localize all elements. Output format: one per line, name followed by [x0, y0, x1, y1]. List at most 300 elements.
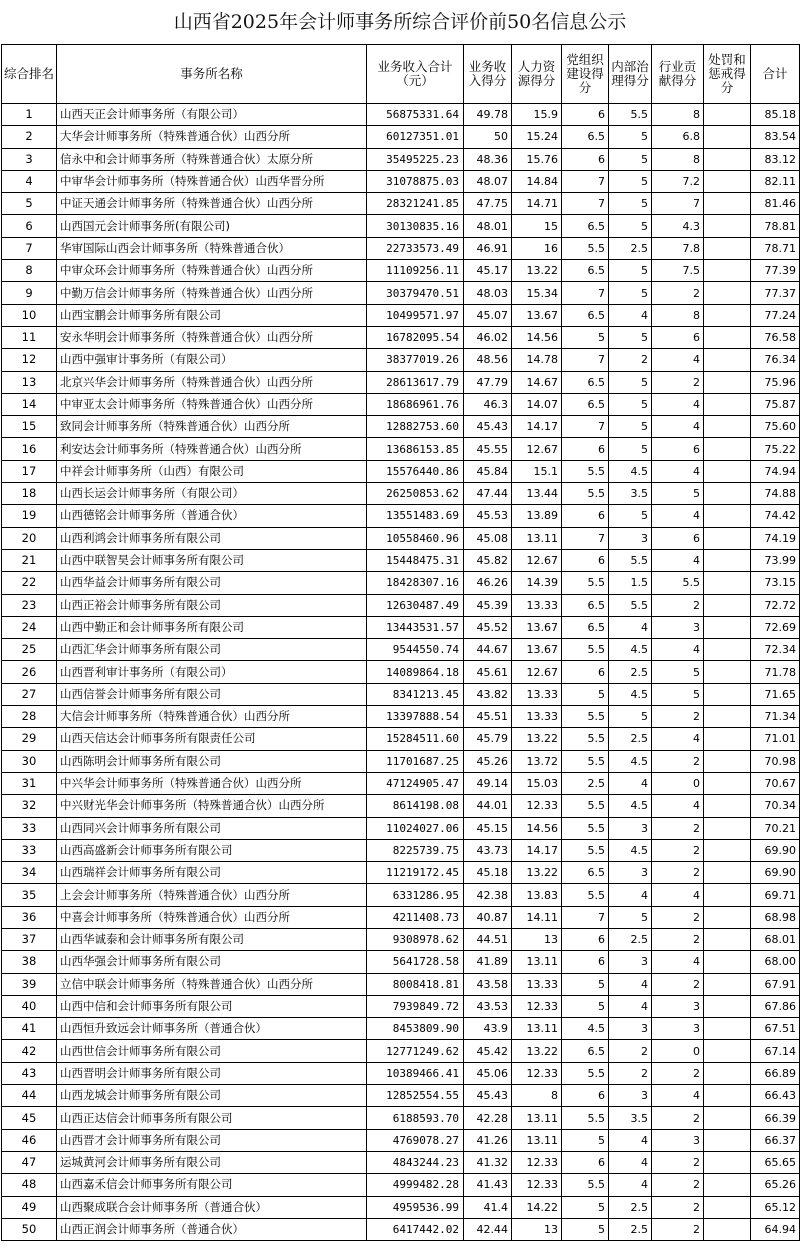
governance-score-cell: 3 — [609, 1085, 652, 1107]
total-cell: 83.12 — [751, 148, 800, 170]
revenue-score-cell: 49.14 — [464, 772, 512, 794]
revenue-score-cell: 41.43 — [464, 1174, 512, 1196]
name-cell: 山西同兴会计师事务所有限公司 — [57, 817, 367, 839]
rank-cell: 35 — [2, 884, 57, 906]
revenue-cell: 4211408.73 — [367, 906, 464, 928]
revenue-score-cell: 43.73 — [464, 839, 512, 861]
revenue-cell: 28321241.85 — [367, 193, 464, 215]
total-cell: 78.71 — [751, 237, 800, 259]
table-row — [2, 973, 800, 995]
total-cell: 67.86 — [751, 995, 800, 1017]
table-row — [2, 951, 800, 973]
rank-cell: 45 — [2, 1107, 57, 1129]
total-cell: 77.39 — [751, 260, 800, 282]
revenue-score-cell: 45.15 — [464, 817, 512, 839]
total-cell: 72.69 — [751, 616, 800, 638]
hr-score-cell: 12.33 — [512, 1062, 562, 1084]
total-cell: 65.26 — [751, 1174, 800, 1196]
party-score-cell: 5.5 — [562, 1062, 609, 1084]
rank-cell: 25 — [2, 639, 57, 661]
revenue-score-cell: 45.08 — [464, 527, 512, 549]
governance-score-cell: 5.5 — [609, 594, 652, 616]
hr-score-cell: 13.83 — [512, 884, 562, 906]
rank-cell: 18 — [2, 483, 57, 505]
name-cell: 中审众环会计师事务所（特殊普通合伙）山西分所 — [57, 260, 367, 282]
total-cell: 68.00 — [751, 951, 800, 973]
name-cell: 山西德铭会计师事务所（普通合伙） — [57, 505, 367, 527]
name-cell: 山西利鸿会计师事务所有限公司 — [57, 527, 367, 549]
rank-cell: 40 — [2, 995, 57, 1017]
table-row — [2, 237, 800, 259]
table-row — [2, 416, 800, 438]
contribution-score-cell: 2 — [652, 862, 704, 884]
table-row — [2, 1129, 800, 1151]
penalty-score-cell — [704, 884, 751, 906]
hr-score-cell: 13.89 — [512, 505, 562, 527]
penalty-score-cell — [704, 661, 751, 683]
party-score-cell: 5 — [562, 1129, 609, 1151]
total-cell: 76.58 — [751, 326, 800, 348]
revenue-cell: 47124905.47 — [367, 772, 464, 794]
governance-score-cell: 4.5 — [609, 795, 652, 817]
contribution-score-cell: 4 — [652, 728, 704, 750]
table-row — [2, 728, 800, 750]
party-score-cell: 2.5 — [562, 772, 609, 794]
revenue-cell: 8341213.45 — [367, 683, 464, 705]
governance-score-cell: 5 — [609, 260, 652, 282]
governance-score-cell: 3 — [609, 951, 652, 973]
hr-score-cell: 14.84 — [512, 170, 562, 192]
penalty-score-cell — [704, 349, 751, 371]
table-row — [2, 393, 800, 415]
party-score-cell: 5.5 — [562, 817, 609, 839]
hr-score-cell: 13.22 — [512, 1040, 562, 1062]
revenue-score-cell: 45.82 — [464, 549, 512, 571]
rank-cell: 47 — [2, 1151, 57, 1173]
name-cell: 北京兴华会计师事务所（特殊普通合伙）山西分所 — [57, 371, 367, 393]
total-cell: 70.67 — [751, 772, 800, 794]
governance-score-cell: 4.5 — [609, 639, 652, 661]
penalty-score-cell — [704, 304, 751, 326]
table-row — [2, 1062, 800, 1084]
penalty-score-cell — [704, 505, 751, 527]
contribution-score-cell: 2 — [652, 706, 704, 728]
rank-cell: 32 — [2, 795, 57, 817]
revenue-cell: 56875331.64 — [367, 104, 464, 126]
name-cell: 中证天通会计师事务所（特殊普通合伙）山西分所 — [57, 193, 367, 215]
governance-score-cell: 4 — [609, 616, 652, 638]
revenue-cell: 30130835.16 — [367, 215, 464, 237]
governance-score-cell: 3.5 — [609, 1107, 652, 1129]
total-cell: 67.51 — [751, 1018, 800, 1040]
penalty-score-cell — [704, 527, 751, 549]
governance-score-cell: 4 — [609, 995, 652, 1017]
penalty-score-cell — [704, 371, 751, 393]
hr-score-cell: 13.22 — [512, 862, 562, 884]
rank-cell: 50 — [2, 1218, 57, 1240]
name-cell: 山西中勤正和会计师事务所有限公司 — [57, 616, 367, 638]
total-cell: 75.87 — [751, 393, 800, 415]
revenue-score-cell: 45.26 — [464, 750, 512, 772]
contribution-score-cell: 4 — [652, 393, 704, 415]
header-party-score: 党组织建设得分 — [562, 45, 609, 104]
governance-score-cell: 5 — [609, 906, 652, 928]
penalty-score-cell — [704, 237, 751, 259]
rank-cell: 14 — [2, 393, 57, 415]
governance-score-cell: 2.5 — [609, 661, 652, 683]
table-row — [2, 483, 800, 505]
revenue-cell: 60127351.01 — [367, 126, 464, 148]
contribution-score-cell: 2 — [652, 282, 704, 304]
total-cell: 66.89 — [751, 1062, 800, 1084]
name-cell: 利安达会计师事务所（特殊普通合伙）山西分所 — [57, 438, 367, 460]
ranking-table — [1, 44, 800, 1241]
total-cell: 77.24 — [751, 304, 800, 326]
name-cell: 山西正润会计师事务所（普通合伙） — [57, 1218, 367, 1240]
hr-score-cell: 12.67 — [512, 661, 562, 683]
revenue-score-cell: 48.01 — [464, 215, 512, 237]
hr-score-cell: 16 — [512, 237, 562, 259]
party-score-cell: 6.5 — [562, 393, 609, 415]
rank-cell: 16 — [2, 438, 57, 460]
governance-score-cell: 5 — [609, 416, 652, 438]
contribution-score-cell: 7 — [652, 193, 704, 215]
governance-score-cell: 2 — [609, 1040, 652, 1062]
contribution-score-cell: 4 — [652, 639, 704, 661]
hr-score-cell: 14.71 — [512, 193, 562, 215]
party-score-cell: 6.5 — [562, 594, 609, 616]
table-row — [2, 928, 800, 950]
governance-score-cell: 5 — [609, 505, 652, 527]
name-cell: 大华会计师事务所（特殊普通合伙）山西分所 — [57, 126, 367, 148]
revenue-cell: 4769078.27 — [367, 1129, 464, 1151]
contribution-score-cell: 2 — [652, 1107, 704, 1129]
name-cell: 山西华益会计师事务所有限公司 — [57, 572, 367, 594]
revenue-score-cell: 45.53 — [464, 505, 512, 527]
table-row — [2, 170, 800, 192]
table-row — [2, 995, 800, 1017]
party-score-cell: 5 — [562, 1218, 609, 1240]
revenue-score-cell: 48.56 — [464, 349, 512, 371]
contribution-score-cell: 6.8 — [652, 126, 704, 148]
penalty-score-cell — [704, 1151, 751, 1173]
penalty-score-cell — [704, 148, 751, 170]
hr-score-cell: 14.39 — [512, 572, 562, 594]
penalty-score-cell — [704, 260, 751, 282]
contribution-score-cell: 2 — [652, 371, 704, 393]
contribution-score-cell: 7.2 — [652, 170, 704, 192]
rank-cell: 17 — [2, 460, 57, 482]
party-score-cell: 5.5 — [562, 483, 609, 505]
total-cell: 66.43 — [751, 1085, 800, 1107]
governance-score-cell: 5 — [609, 438, 652, 460]
penalty-score-cell — [704, 393, 751, 415]
total-cell: 66.39 — [751, 1107, 800, 1129]
hr-score-cell: 12.67 — [512, 549, 562, 571]
penalty-score-cell — [704, 683, 751, 705]
name-cell: 山西嘉禾信会计师事务所有限公司 — [57, 1174, 367, 1196]
revenue-score-cell: 45.43 — [464, 416, 512, 438]
party-score-cell: 5 — [562, 326, 609, 348]
penalty-score-cell — [704, 639, 751, 661]
table-row — [2, 215, 800, 237]
header-penalty-score: 处罚和惩戒得分 — [704, 45, 751, 104]
total-cell: 74.94 — [751, 460, 800, 482]
revenue-cell: 6331286.95 — [367, 884, 464, 906]
penalty-score-cell — [704, 483, 751, 505]
hr-score-cell: 13.33 — [512, 683, 562, 705]
table-row — [2, 706, 800, 728]
penalty-score-cell — [704, 1085, 751, 1107]
revenue-score-cell: 42.44 — [464, 1218, 512, 1240]
total-cell: 68.01 — [751, 928, 800, 950]
governance-score-cell: 4 — [609, 1174, 652, 1196]
rank-cell: 23 — [2, 594, 57, 616]
governance-score-cell: 5 — [609, 371, 652, 393]
total-cell: 71.65 — [751, 683, 800, 705]
rank-cell: 2 — [2, 126, 57, 148]
contribution-score-cell: 2 — [652, 906, 704, 928]
revenue-cell: 7939849.72 — [367, 995, 464, 1017]
governance-score-cell: 4.5 — [609, 460, 652, 482]
total-cell: 71.01 — [751, 728, 800, 750]
revenue-score-cell: 46.91 — [464, 237, 512, 259]
party-score-cell: 6 — [562, 148, 609, 170]
hr-score-cell: 13.67 — [512, 616, 562, 638]
revenue-score-cell: 45.17 — [464, 260, 512, 282]
governance-score-cell: 3 — [609, 527, 652, 549]
revenue-score-cell: 43.53 — [464, 995, 512, 1017]
governance-score-cell: 4.5 — [609, 750, 652, 772]
table-row — [2, 683, 800, 705]
penalty-score-cell — [704, 616, 751, 638]
hr-score-cell: 14.17 — [512, 839, 562, 861]
revenue-cell: 12882753.60 — [367, 416, 464, 438]
name-cell: 山西中强审计事务所（有限公司） — [57, 349, 367, 371]
table-row — [2, 772, 800, 794]
rank-cell: 8 — [2, 260, 57, 282]
table-row — [2, 104, 800, 126]
governance-score-cell: 4 — [609, 304, 652, 326]
total-cell: 74.19 — [751, 527, 800, 549]
total-cell: 71.34 — [751, 706, 800, 728]
name-cell: 中勤万信会计师事务所（特殊普通合伙）山西分所 — [57, 282, 367, 304]
total-cell: 74.42 — [751, 505, 800, 527]
penalty-score-cell — [704, 1174, 751, 1196]
revenue-score-cell: 44.51 — [464, 928, 512, 950]
party-score-cell: 5.5 — [562, 884, 609, 906]
penalty-score-cell — [704, 862, 751, 884]
contribution-score-cell: 6 — [652, 326, 704, 348]
total-cell: 75.22 — [751, 438, 800, 460]
rank-cell: 30 — [2, 750, 57, 772]
rank-cell: 20 — [2, 527, 57, 549]
governance-score-cell: 4 — [609, 772, 652, 794]
party-score-cell: 5.5 — [562, 750, 609, 772]
party-score-cell: 6 — [562, 104, 609, 126]
party-score-cell: 5.5 — [562, 639, 609, 661]
revenue-score-cell: 45.79 — [464, 728, 512, 750]
governance-score-cell: 5 — [609, 326, 652, 348]
table-row — [2, 616, 800, 638]
governance-score-cell: 5.5 — [609, 549, 652, 571]
total-cell: 74.88 — [751, 483, 800, 505]
governance-score-cell: 3.5 — [609, 483, 652, 505]
total-cell: 67.91 — [751, 973, 800, 995]
revenue-cell: 6188593.70 — [367, 1107, 464, 1129]
rank-cell: 11 — [2, 326, 57, 348]
hr-score-cell: 15.76 — [512, 148, 562, 170]
revenue-score-cell: 45.52 — [464, 616, 512, 638]
rank-cell: 9 — [2, 282, 57, 304]
table-row — [2, 349, 800, 371]
party-score-cell: 5.5 — [562, 1174, 609, 1196]
governance-score-cell: 2 — [609, 1062, 652, 1084]
penalty-score-cell — [704, 170, 751, 192]
governance-score-cell: 4 — [609, 1151, 652, 1173]
revenue-score-cell: 45.39 — [464, 594, 512, 616]
contribution-score-cell: 0 — [652, 1040, 704, 1062]
contribution-score-cell: 8 — [652, 304, 704, 326]
revenue-score-cell: 41.26 — [464, 1129, 512, 1151]
hr-score-cell: 8 — [512, 1085, 562, 1107]
header-governance-score: 内部治理得分 — [609, 45, 652, 104]
hr-score-cell: 13.22 — [512, 728, 562, 750]
name-cell: 致同会计师事务所（特殊普通合伙）山西分所 — [57, 416, 367, 438]
hr-score-cell: 13.67 — [512, 304, 562, 326]
rank-cell: 3 — [2, 148, 57, 170]
governance-score-cell: 2.5 — [609, 1196, 652, 1218]
revenue-cell: 15576440.86 — [367, 460, 464, 482]
rank-cell: 49 — [2, 1196, 57, 1218]
total-cell: 81.46 — [751, 193, 800, 215]
name-cell: 山西晋明会计师事务所有限公司 — [57, 1062, 367, 1084]
table-row — [2, 438, 800, 460]
revenue-score-cell: 47.75 — [464, 193, 512, 215]
governance-score-cell: 3 — [609, 1018, 652, 1040]
contribution-score-cell: 4 — [652, 1085, 704, 1107]
total-cell: 70.21 — [751, 817, 800, 839]
revenue-cell: 4843244.23 — [367, 1151, 464, 1173]
name-cell: 山西晋才会计师事务所有限公司 — [57, 1129, 367, 1151]
revenue-score-cell: 40.87 — [464, 906, 512, 928]
name-cell: 信永中和会计师事务所（特殊普通合伙）太原分所 — [57, 148, 367, 170]
penalty-score-cell — [704, 460, 751, 482]
revenue-cell: 9308978.62 — [367, 928, 464, 950]
penalty-score-cell — [704, 1018, 751, 1040]
rank-cell: 15 — [2, 416, 57, 438]
table-row — [2, 1218, 800, 1240]
rank-cell: 48 — [2, 1174, 57, 1196]
governance-score-cell: 5 — [609, 282, 652, 304]
contribution-score-cell: 4 — [652, 795, 704, 817]
table-row — [2, 460, 800, 482]
rank-cell: 21 — [2, 549, 57, 571]
revenue-score-cell: 44.67 — [464, 639, 512, 661]
revenue-score-cell: 45.07 — [464, 304, 512, 326]
rank-cell: 36 — [2, 906, 57, 928]
total-cell: 83.54 — [751, 126, 800, 148]
penalty-score-cell — [704, 839, 751, 861]
penalty-score-cell — [704, 1129, 751, 1151]
contribution-score-cell: 5 — [652, 483, 704, 505]
penalty-score-cell — [704, 973, 751, 995]
revenue-score-cell: 45.61 — [464, 661, 512, 683]
revenue-cell: 38377019.26 — [367, 349, 464, 371]
contribution-score-cell: 2 — [652, 1218, 704, 1240]
name-cell: 立信中联会计师事务所（特殊普通合伙）山西分所 — [57, 973, 367, 995]
hr-score-cell: 12.33 — [512, 1174, 562, 1196]
hr-score-cell: 13.11 — [512, 1129, 562, 1151]
penalty-score-cell — [704, 438, 751, 460]
revenue-cell: 13443531.57 — [367, 616, 464, 638]
name-cell: 中祥会计师事务所（山西）有限公司 — [57, 460, 367, 482]
revenue-score-cell: 49.78 — [464, 104, 512, 126]
contribution-score-cell: 5 — [652, 661, 704, 683]
name-cell: 中兴华会计师事务所（特殊普通合伙）山西分所 — [57, 772, 367, 794]
governance-score-cell: 1.5 — [609, 572, 652, 594]
total-cell: 73.15 — [751, 572, 800, 594]
revenue-cell: 4999482.28 — [367, 1174, 464, 1196]
hr-score-cell: 13 — [512, 1218, 562, 1240]
penalty-score-cell — [704, 906, 751, 928]
hr-score-cell: 13.22 — [512, 260, 562, 282]
table-row — [2, 260, 800, 282]
header-contribution-score: 行业贡献得分 — [652, 45, 704, 104]
party-score-cell: 6.5 — [562, 371, 609, 393]
contribution-score-cell: 3 — [652, 1018, 704, 1040]
penalty-score-cell — [704, 594, 751, 616]
party-score-cell: 6 — [562, 1085, 609, 1107]
table-row — [2, 1196, 800, 1218]
contribution-score-cell: 2 — [652, 928, 704, 950]
revenue-score-cell: 46.3 — [464, 393, 512, 415]
total-cell: 72.34 — [751, 639, 800, 661]
total-cell: 66.37 — [751, 1129, 800, 1151]
contribution-score-cell: 4 — [652, 549, 704, 571]
total-cell: 69.90 — [751, 862, 800, 884]
party-score-cell: 6 — [562, 1151, 609, 1173]
name-cell: 山西恒升致远会计师事务所（普通合伙） — [57, 1018, 367, 1040]
hr-score-cell: 15.34 — [512, 282, 562, 304]
table-row — [2, 148, 800, 170]
governance-score-cell: 5 — [609, 393, 652, 415]
penalty-score-cell — [704, 750, 751, 772]
rank-cell: 12 — [2, 349, 57, 371]
party-score-cell: 5.5 — [562, 460, 609, 482]
contribution-score-cell: 4 — [652, 349, 704, 371]
total-cell: 75.60 — [751, 416, 800, 438]
table-row — [2, 1085, 800, 1107]
table-row — [2, 750, 800, 772]
table-row — [2, 1018, 800, 1040]
revenue-score-cell: 41.89 — [464, 951, 512, 973]
table-row — [2, 639, 800, 661]
header-total: 合计 — [751, 45, 800, 104]
contribution-score-cell: 4 — [652, 505, 704, 527]
rank-cell: 34 — [2, 862, 57, 884]
revenue-cell: 8008418.81 — [367, 973, 464, 995]
rank-cell: 33 — [2, 839, 57, 861]
table-row — [2, 1040, 800, 1062]
party-score-cell: 4.5 — [562, 1018, 609, 1040]
hr-score-cell: 14.07 — [512, 393, 562, 415]
name-cell: 山西世信会计师事务所有限公司 — [57, 1040, 367, 1062]
header-rank: 综合排名 — [2, 45, 57, 104]
penalty-score-cell — [704, 928, 751, 950]
revenue-score-cell: 43.9 — [464, 1018, 512, 1040]
name-cell: 山西华强会计师事务所有限公司 — [57, 951, 367, 973]
